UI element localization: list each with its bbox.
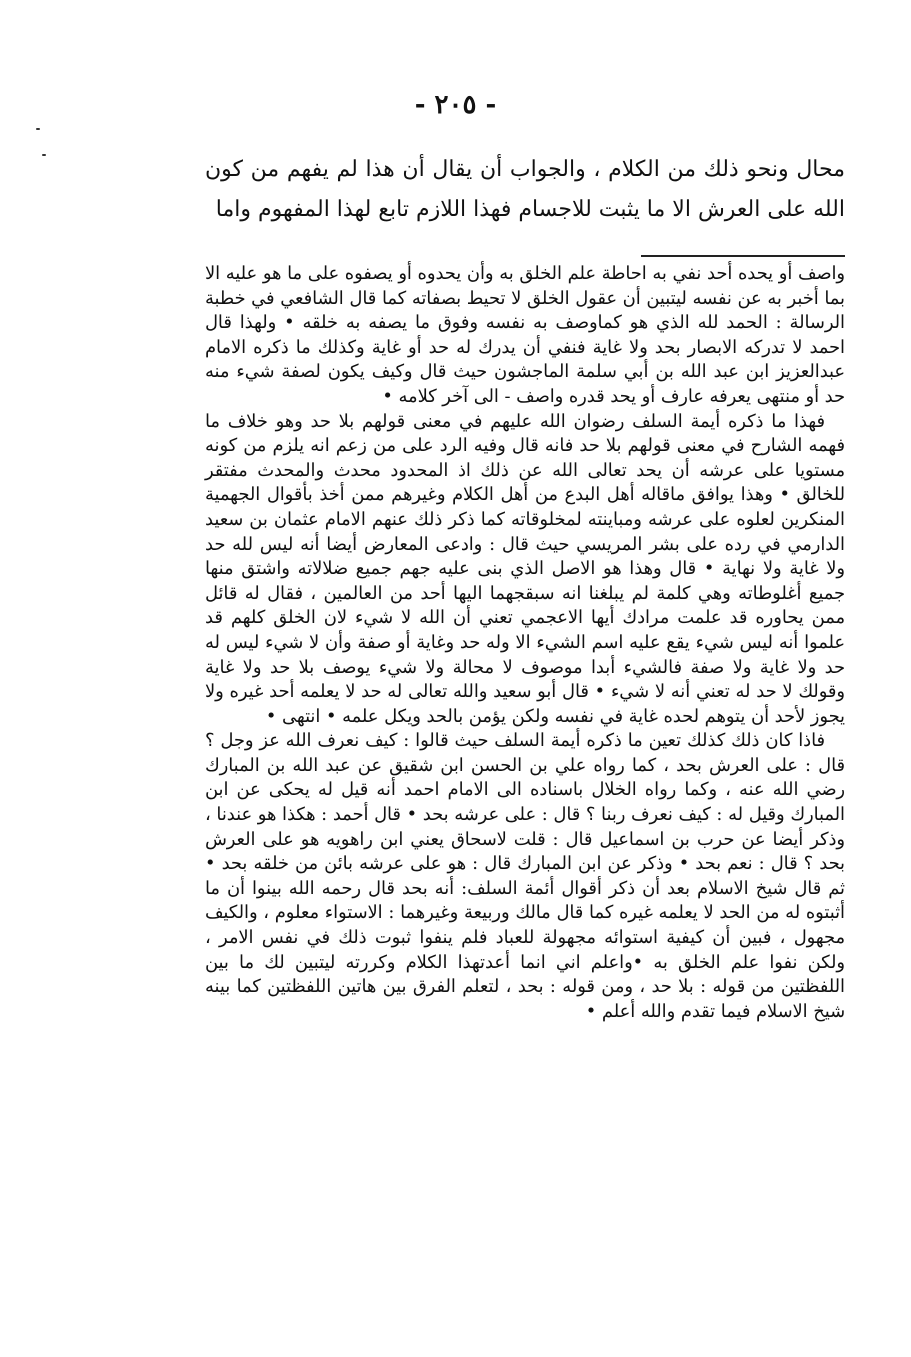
main-text	[205, 150, 845, 230]
footnote-paragraph: فهذا ما ذكره أيمة السلف رضوان الله عليهم في معنى قولهم بلا حد وهو خلاف ما فهمه الشارح في معنى قولهم بلا حد فانه قال وفيه الرد على من زعم انه يلزم من كونه مستويا على عرشه أن يحد تعالى الله عن ذلك اذ المحدود محدث والمحدث مفتقر للخالق • وهذا يوافق ماقاله أهل البدع من أهل الكلام وغيرهم ممن أخذ بأقوال الجهمية المنكرين لعلوه على عرشه ومباينته لمخلوقاته كما ذكر ذلك عنهم الامام عثمان بن سعيد الدارمي في رده على بشر المريسي حيث قال : وادعى المعارض أيضا أنه ليس لله حد ولا غاية ولا نهاية • قال وهذا هو الاصل الذي بنى عليه جهم جميع ضلالاته واشتق منها جميع أغلوطاته وهي كلمة لم يبلغنا انه سبقجهما اليها أحد من العالمين ، فقال له قائل ممن يحاوره قد علمت مرادك أيها الاعجمي تعني أن الله لا شيء لان الخلق كلهم قد علموا أنه ليس شيء يقع عليه اسم الشيء الا وله حد وغاية أو صفة وأن لا شيء ليس له حد ولا غاية ولا صفة فالشيء أبدا موصوف لا محالة ولا شيء يوصف بلا حد ولا غاية وقولك لا حد له تعني أنه لا شيء • قال أبو سعيد والله تعالى له حد لا يعلمه أحد غيره ولا يجوز لأحد أن يتوهم لحده غاية في نفسه ولكن يؤمن بالحد ويكل علمه • انتهى •	[205, 410, 845, 727]
footnote-separator	[641, 255, 845, 257]
page-number: - ٢٠٥ -	[414, 90, 497, 120]
main-paragraph: محال ونحو ذلك من الكلام ، والجواب أن يقال أن هذا لم يفهم من كون الله على العرش الا ما يثبت للاجسام فهذا اللازم تابع لهذا المفهوم واما	[205, 157, 845, 222]
scan-speck	[36, 128, 40, 130]
footnote-paragraph: واصف أو يحده أحد نفي به احاطة علم الخلق به وأن يحدوه أو يصفوه على ما هو عليه الا بما أخبر به عن نفسه ليتبين أن عقول الخلق لا تحيط بصفاته كما قال الشافعي في خطبة الرسالة : الحمد لله الذي هو كماوصف به نفسه وفوق ما يصفه به خلقه • ولهذا قال احمد لا تدركه الابصار بحد ولا غاية فنفي أن يدرك له حد أو غاية وكذلك ما ذكره الامام عبدالعزيز ابن عبد الله بن أبي سلمة الماجشون حيث قال وكيف يكون لصفة شيء منه حد أو منتهى يعرفه عارف أو يحد قدره واصف - الى آخر كلامه •	[205, 263, 845, 407]
footnote-paragraph: فاذا كان ذلك كذلك تعين ما ذكره أيمة السلف حيث قالوا : كيف نعرف الله عز وجل ؟ قال : على العرش بحد ، كما رواه علي بن الحسن ابن شقيق عن عبد الله بن المبارك رضي الله عنه ، وكما رواه الخلال باسناده الى الامام احمد أنه قيل له يحكى عن ابن المبارك وقيل له : كيف نعرف ربنا ؟ قال : على عرشه بحد • قال أحمد : هكذا هو عندنا ، وذكر أيضا عن حرب بن اسماعيل قال : قلت لاسحاق يعني ابن راهويه هو على العرش بحد ؟ قال : نعم بحد • وذكر عن ابن المبارك قال : هو على عرشه بائن من خلقه بحد • ثم قال شيخ الاسلام بعد أن ذكر أقوال أئمة السلف: أنه بحد قال رحمه الله بينوا أن ما أثبتوه له من الحد لا يعلمه غيره كما قال مالك وربيعة وغيرهما : الاستواء معلوم ، والكيف مجهول ، فبين أن كيفية استوائه مجهولة للعباد فلم ينفوا ثبوت ذلك في نفس الامر ، ولكن نفوا علم الخلق به •واعلم اني انما أعدتهذا الكلام وكررته ليتبين لك ما بين اللفظتين من قوله : بلا حد ، ومن قوله : بحد ، لتعلم الفرق بين هاتين اللفظتين كما بينه شيخ الاسلام فيما تقدم والله أعلم •	[205, 730, 845, 1022]
scan-speck	[42, 154, 46, 156]
footnote-block	[205, 262, 845, 1024]
